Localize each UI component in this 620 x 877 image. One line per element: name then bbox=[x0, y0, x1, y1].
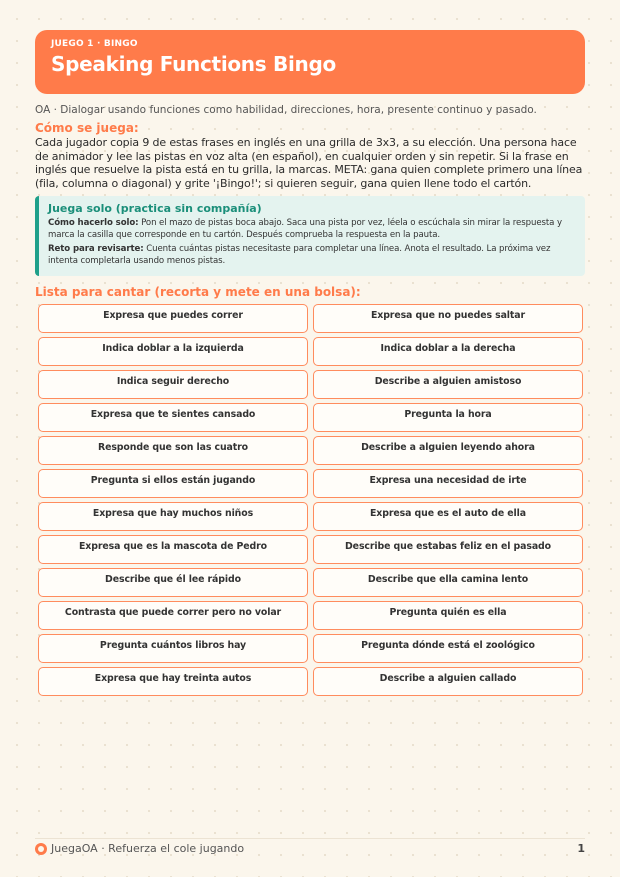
page-title: Speaking Functions Bingo bbox=[51, 52, 336, 76]
page-number: 1 bbox=[577, 842, 585, 855]
clue-card: Expresa una necesidad de irte bbox=[313, 469, 583, 498]
clue-card: Describe que estabas feliz en el pasado bbox=[313, 535, 583, 564]
clue-card: Expresa que es la mascota de Pedro bbox=[38, 535, 308, 564]
clue-card: Expresa que te sientes cansado bbox=[38, 403, 308, 432]
clue-card: Pregunta cuántos libros hay bbox=[38, 634, 308, 663]
clue-card: Describe a alguien leyendo ahora bbox=[313, 436, 583, 465]
clue-card: Describe que ella camina lento bbox=[313, 568, 583, 597]
solo-challenge-text: Cuenta cuántas pistas necesitaste para completar una línea. Anota el resultado. La próxima vez intenta completarla usando menos pistas. bbox=[48, 244, 551, 266]
clue-card: Indica doblar a la izquierda bbox=[38, 337, 308, 366]
page-header bbox=[35, 30, 585, 94]
header-kicker: JUEGO 1 · BINGO bbox=[51, 39, 138, 49]
footer-brand: JuegaOA · Refuerza el cole jugando bbox=[51, 842, 245, 855]
clue-card: Expresa que hay treinta autos bbox=[38, 667, 308, 696]
clue-card: Describe que él lee rápido bbox=[38, 568, 308, 597]
solo-challenge-label: Reto para revisarte: bbox=[48, 244, 144, 255]
clue-card: Pregunta dónde está el zoológico bbox=[313, 634, 583, 663]
clue-card: Expresa que no puedes saltar bbox=[313, 304, 583, 333]
solo-play-box bbox=[35, 196, 585, 276]
clue-card: Pregunta la hora bbox=[313, 403, 583, 432]
solo-challenge-paragraph bbox=[48, 244, 575, 267]
solo-how-label: Cómo hacerlo solo: bbox=[48, 218, 139, 228]
clue-card: Pregunta quién es ella bbox=[313, 601, 583, 630]
clue-card: Expresa que es el auto de ella bbox=[313, 502, 583, 531]
clue-card: Pregunta si ellos están jugando bbox=[38, 469, 308, 498]
how-to-text: Cada jugador copia 9 de estas frases en inglés en una grilla de 3x3, a su elección. Una persona hace de animador y lee las pistas en voz alta (en español), en cualquier orden y sin repetir. Si la frase en inglés que resuelve la pista está en tu grilla, la marcas. META: gana quien complete primero una línea (fila, columna o diagonal) y grite '¡Bingo!'; si quieren seguir, gana quien llene todo el cartón. bbox=[35, 136, 583, 190]
solo-heading: Juega solo (practica sin compañía) bbox=[48, 202, 262, 215]
clue-card: Indica seguir derecho bbox=[38, 370, 308, 399]
footer-divider bbox=[35, 838, 585, 839]
solo-how-text: Pon el mazo de pistas boca abajo. Saca una pista por vez, léela o escúchala sin mirar la respuesta y marca la casilla que corresponde en tu cartón. Después comprueba la respuesta en la pauta. bbox=[48, 218, 562, 240]
clue-card: Expresa que hay muchos niños bbox=[38, 502, 308, 531]
clue-card: Responde que son las cuatro bbox=[38, 436, 308, 465]
clue-card: Expresa que puedes correr bbox=[38, 304, 308, 333]
solo-how-paragraph bbox=[48, 218, 575, 241]
clue-card: Contrasta que puede correr pero no volar bbox=[38, 601, 308, 630]
call-list-heading: Lista para cantar (recorta y mete en una bolsa): bbox=[35, 285, 361, 299]
clue-card: Describe a alguien callado bbox=[313, 667, 583, 696]
learning-objective: OA · Dialogar usando funciones como habilidad, direcciones, hora, presente continuo y pasado. bbox=[35, 104, 537, 116]
clue-card: Describe a alguien amistoso bbox=[313, 370, 583, 399]
clue-card: Indica doblar a la derecha bbox=[313, 337, 583, 366]
page-footer bbox=[35, 843, 585, 857]
ring-logo-icon bbox=[35, 843, 47, 855]
how-to-heading: Cómo se juega: bbox=[35, 121, 139, 135]
clue-card-grid bbox=[38, 304, 583, 696]
